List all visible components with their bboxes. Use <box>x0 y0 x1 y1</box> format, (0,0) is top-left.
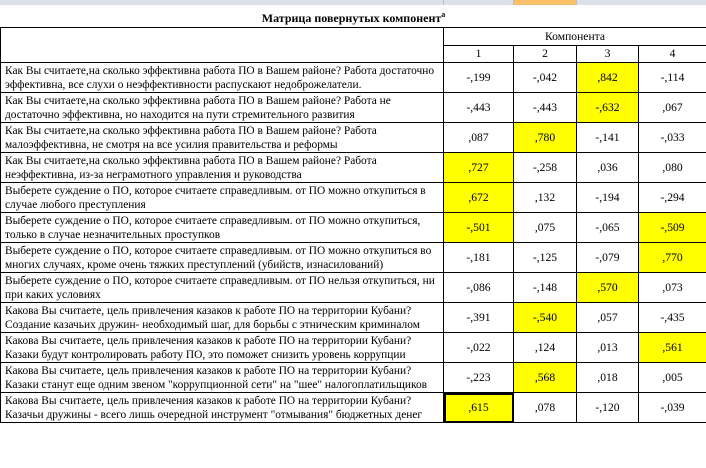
table-row <box>1 273 706 303</box>
table-row <box>1 123 706 153</box>
table-row <box>1 63 706 93</box>
component-index-2[interactable]: 2 <box>514 46 577 63</box>
component-index-3[interactable]: 3 <box>577 46 639 63</box>
loading-cell-c4[interactable]: -,509 <box>639 213 706 243</box>
loading-cell-c4[interactable]: ,005 <box>639 363 706 393</box>
loading-cell-c4[interactable]: -,435 <box>639 303 706 333</box>
loading-cell-c4[interactable]: -,294 <box>639 183 706 213</box>
loading-cell-c3[interactable]: ,570 <box>577 273 639 303</box>
row-label[interactable]: Выберете суждение о ПО, которое считаете справедливым. от ПО можно откупиться во многих случаях, кроме очень тяжких преступлений (убийств, изнасилований) <box>1 243 444 273</box>
row-label[interactable]: Какова Вы считаете, цель привлечения казаков к работе ПО на территории Кубани? Казаки будут контролировать работу ПО, это поможет снизить уровень коррупции <box>1 333 444 363</box>
table-row <box>1 303 706 333</box>
loading-cell-c2[interactable]: -,540 <box>514 303 577 333</box>
table-row <box>1 213 706 243</box>
loading-cell-c4[interactable]: ,770 <box>639 243 706 273</box>
loading-cell-c2[interactable]: -,148 <box>514 273 577 303</box>
loading-cell-c1[interactable]: ,615 <box>444 393 514 423</box>
loading-cell-c2[interactable]: -,443 <box>514 93 577 123</box>
loading-cell-c3[interactable]: -,120 <box>577 393 639 423</box>
table-row <box>1 393 706 423</box>
row-label[interactable]: Выберете суждение о ПО, которое считаете справедливым. от ПО можно откупиться в случае любого преступления <box>1 183 444 213</box>
row-label[interactable]: Как Вы считаете,на сколько эффективна работа ПО в Вашем районе? Работа малоэффективна, не смотря на все усилия правительства и реформы <box>1 123 444 153</box>
loading-cell-c4[interactable]: ,080 <box>639 153 706 183</box>
loading-cell-c4[interactable]: ,561 <box>639 333 706 363</box>
loading-cell-c4[interactable]: -,039 <box>639 393 706 423</box>
loading-cell-c1[interactable]: -,199 <box>444 63 514 93</box>
table-row <box>1 363 706 393</box>
row-label[interactable]: Выберете суждение о ПО, которое считаете справедливым. от ПО нельзя откупиться, ни при каких условиях <box>1 273 444 303</box>
loading-cell-c3[interactable]: -,632 <box>577 93 639 123</box>
loading-cell-c3[interactable]: ,057 <box>577 303 639 333</box>
loading-cell-c4[interactable]: ,067 <box>639 93 706 123</box>
loading-cell-c2[interactable]: ,568 <box>514 363 577 393</box>
loading-cell-c3[interactable]: -,141 <box>577 123 639 153</box>
table-row <box>1 333 706 363</box>
corner-cell[interactable] <box>1 28 444 46</box>
loading-cell-c1[interactable]: ,727 <box>444 153 514 183</box>
loading-cell-c2[interactable]: ,132 <box>514 183 577 213</box>
loading-cell-c2[interactable]: ,078 <box>514 393 577 423</box>
loading-cell-c3[interactable]: ,018 <box>577 363 639 393</box>
row-label[interactable]: Какова Вы считаете, цель привлечения казаков к работе ПО на территории Кубани? Казачьи дружины - всего лишь очередной инструмент "отмывания" бюджетных денег <box>1 393 444 423</box>
loading-cell-c1[interactable]: -,501 <box>444 213 514 243</box>
corner-cell[interactable] <box>1 46 444 63</box>
row-label[interactable]: Как Вы считаете,на сколько эффективна работа ПО в Вашем районе? Работа неэффективна, из-за неграмотного управления и руководства <box>1 153 444 183</box>
loading-cell-c1[interactable]: -,086 <box>444 273 514 303</box>
loading-cell-c1[interactable]: ,087 <box>444 123 514 153</box>
loading-cell-c2[interactable]: ,075 <box>514 213 577 243</box>
table-row <box>1 93 706 123</box>
loading-cell-c4[interactable]: ,073 <box>639 273 706 303</box>
row-label[interactable]: Какова Вы считаете, цель привлечения казаков к работе ПО на территории Кубани? Казаки станут еще одним звеном "коррупционной сети" на "шее" налогоплатильщиков <box>1 363 444 393</box>
loading-cell-c4[interactable]: -,033 <box>639 123 706 153</box>
row-label[interactable]: Как Вы считаете,на сколько эффективна работа ПО в Вашем районе? Работа достаточно эффективна, все слухи о неэффективности распускают недоброжелатели. <box>1 63 444 93</box>
loading-cell-c2[interactable]: -,125 <box>514 243 577 273</box>
row-label[interactable]: Как Вы считаете,на сколько эффективна работа ПО в Вашем районе? Работа не достаточно эффективна, но находится на пути стремительного развития <box>1 93 444 123</box>
row-label[interactable]: Какова Вы считаете, цель привлечения казаков к работе ПО на территории Кубани? Создание казачьих дружин- необходимый шаг, для борьбы с этническим криминалом <box>1 303 444 333</box>
loading-cell-c2[interactable]: -,042 <box>514 63 577 93</box>
spreadsheet <box>0 5 706 423</box>
component-index-1[interactable]: 1 <box>444 46 514 63</box>
loading-cell-c1[interactable]: -,443 <box>444 93 514 123</box>
loading-cell-c1[interactable]: ,672 <box>444 183 514 213</box>
loading-cell-c2[interactable]: -,258 <box>514 153 577 183</box>
table-title: Матрица повернутых компонент$^a$ <box>261 9 446 25</box>
component-index-4[interactable]: 4 <box>639 46 706 63</box>
component-header[interactable]: Компонента <box>444 28 706 46</box>
loading-cell-c3[interactable]: -,065 <box>577 213 639 243</box>
row-label[interactable]: Выберете суждение о ПО, которое считаете справедливым. от ПО можно откупиться, только в случае незначительных проступков <box>1 213 444 243</box>
table-row <box>1 153 706 183</box>
table-row <box>1 183 706 213</box>
loading-cell-c1[interactable]: -,181 <box>444 243 514 273</box>
rotated-component-matrix <box>0 5 706 423</box>
loading-cell-c3[interactable]: ,842 <box>577 63 639 93</box>
loading-cell-c3[interactable]: ,036 <box>577 153 639 183</box>
loading-cell-c4[interactable]: -,114 <box>639 63 706 93</box>
loading-cell-c1[interactable]: -,391 <box>444 303 514 333</box>
loading-cell-c1[interactable]: -,223 <box>444 363 514 393</box>
loading-cell-c3[interactable]: -,194 <box>577 183 639 213</box>
table-row <box>1 243 706 273</box>
loading-cell-c2[interactable]: ,780 <box>514 123 577 153</box>
loading-cell-c2[interactable]: ,124 <box>514 333 577 363</box>
loading-cell-c1[interactable]: -,022 <box>444 333 514 363</box>
loading-cell-c3[interactable]: ,013 <box>577 333 639 363</box>
loading-cell-c3[interactable]: -,079 <box>577 243 639 273</box>
